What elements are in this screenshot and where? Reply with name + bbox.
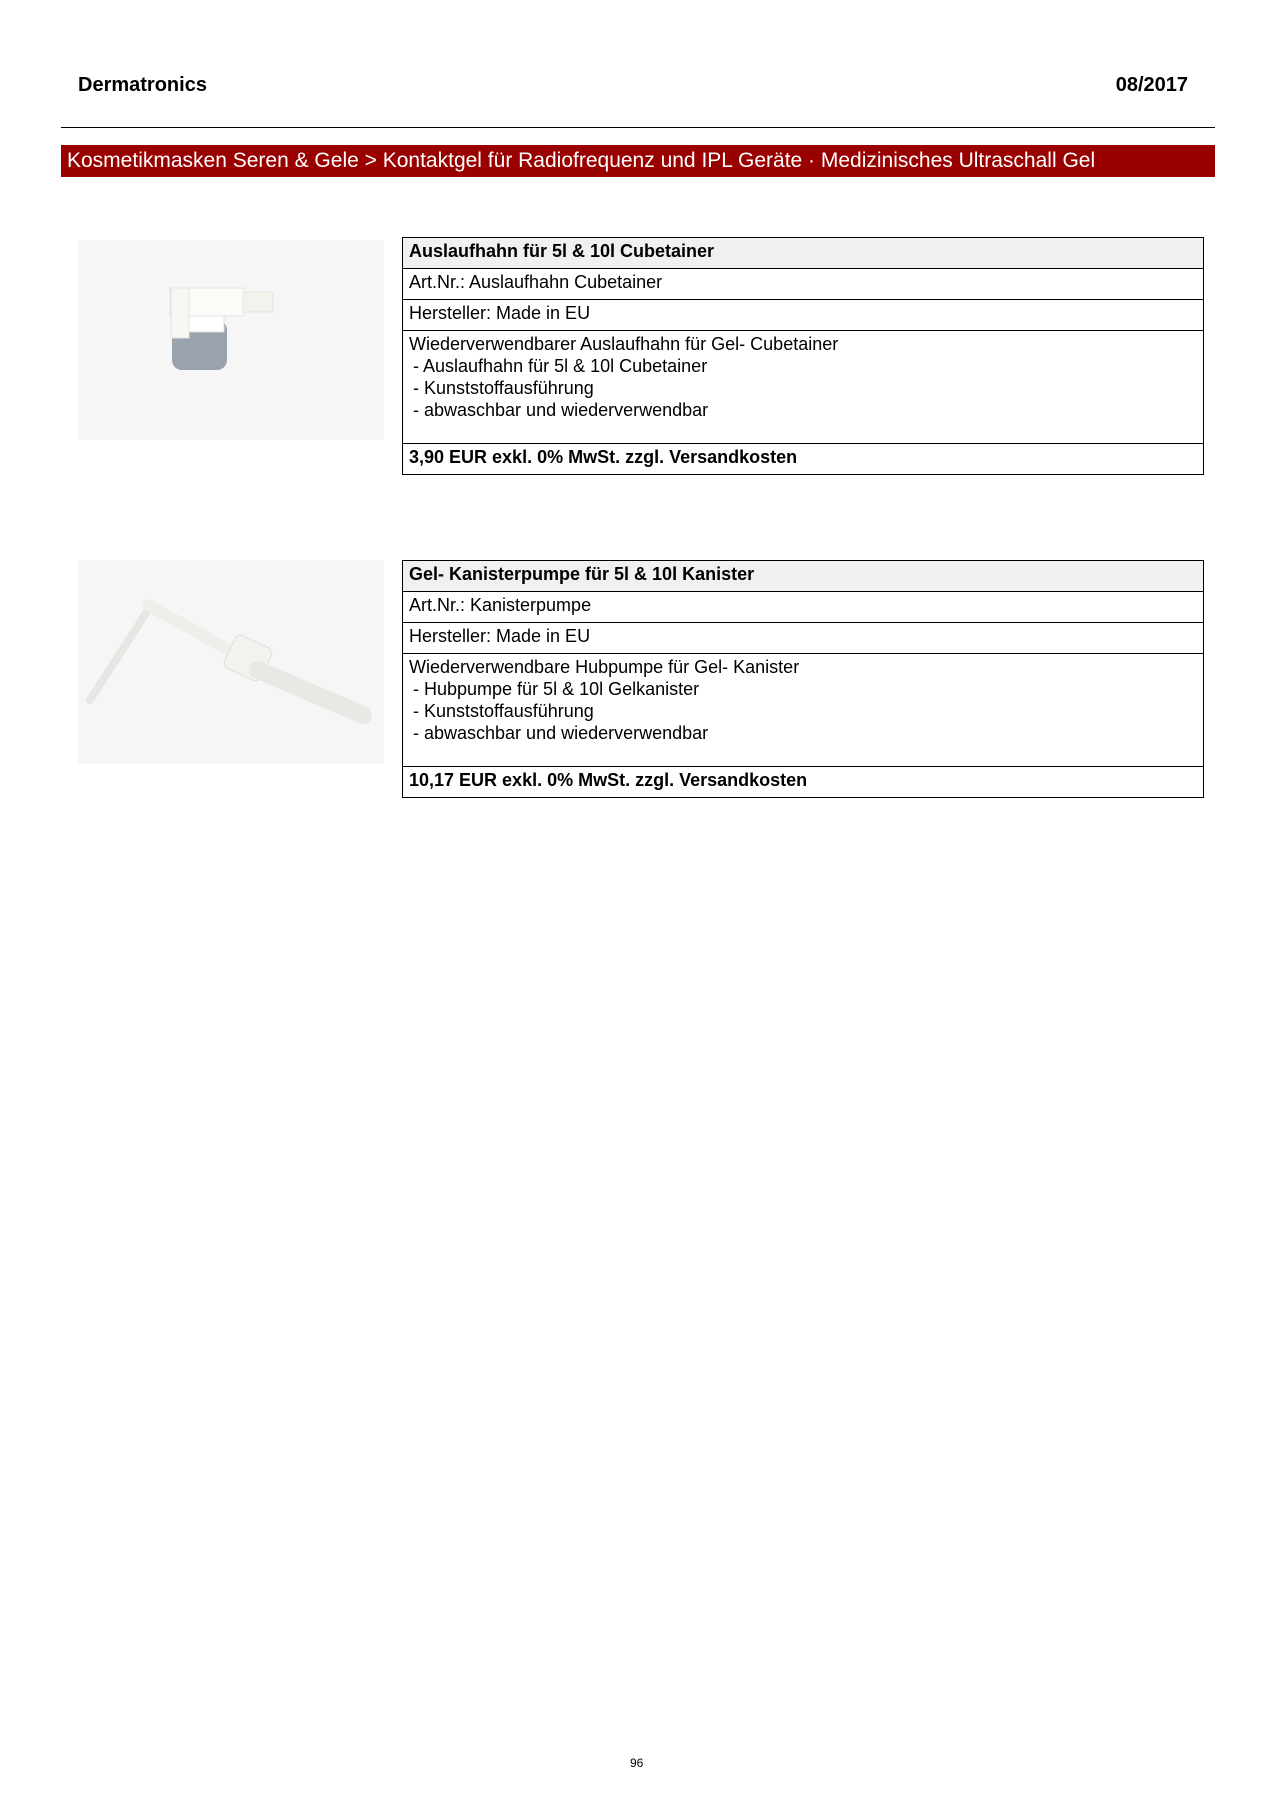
product-table (402, 237, 1204, 475)
feature-item: - abwaschbar und wiederverwendbar (413, 400, 709, 420)
product-title: Auslaufhahn für 5l & 10l Cubetainer (403, 238, 1204, 269)
product-image-pump (78, 560, 384, 764)
product-title: Gel- Kanisterpumpe für 5l & 10l Kanister (403, 561, 1204, 592)
product-description (403, 654, 1204, 767)
product-art-nr: Art.Nr.: Auslaufhahn Cubetainer (403, 269, 1204, 300)
product-description (403, 331, 1204, 444)
feature-item: - Hubpumpe für 5l & 10l Gelkanister (413, 679, 700, 699)
product-price: 10,17 EUR exkl. 0% MwSt. zzgl. Versandkosten (403, 767, 1204, 798)
catalog-date: 08/2017 (1115, 74, 1188, 96)
product-table (402, 560, 1204, 798)
category-breadcrumb: Kosmetikmasken Seren & Gele > Kontaktgel für Radiofrequenz und IPL Geräte · Medizinisches Ultraschall Gel (61, 145, 1215, 177)
description-text: Wiederverwendbare Hubpumpe für Gel- Kanister (409, 657, 800, 677)
company-name: Dermatronics (78, 74, 207, 96)
product-price: 3,90 EUR exkl. 0% MwSt. zzgl. Versandkosten (403, 444, 1204, 475)
header-divider (61, 127, 1215, 128)
feature-item: - Kunststoffausführung (413, 378, 594, 398)
feature-item: - abwaschbar und wiederverwendbar (413, 723, 709, 743)
feature-item: - Auslaufhahn für 5l & 10l Cubetainer (413, 356, 708, 376)
product-manufacturer: Hersteller: Made in EU (403, 623, 1204, 654)
feature-item: - Kunststoffausführung (413, 701, 594, 721)
product-image-tap (78, 240, 384, 440)
product-art-nr: Art.Nr.: Kanisterpumpe (403, 592, 1204, 623)
description-text: Wiederverwendbarer Auslaufhahn für Gel- Cubetainer (409, 334, 839, 354)
page-number: 96 (630, 1756, 644, 1770)
product-manufacturer: Hersteller: Made in EU (403, 300, 1204, 331)
